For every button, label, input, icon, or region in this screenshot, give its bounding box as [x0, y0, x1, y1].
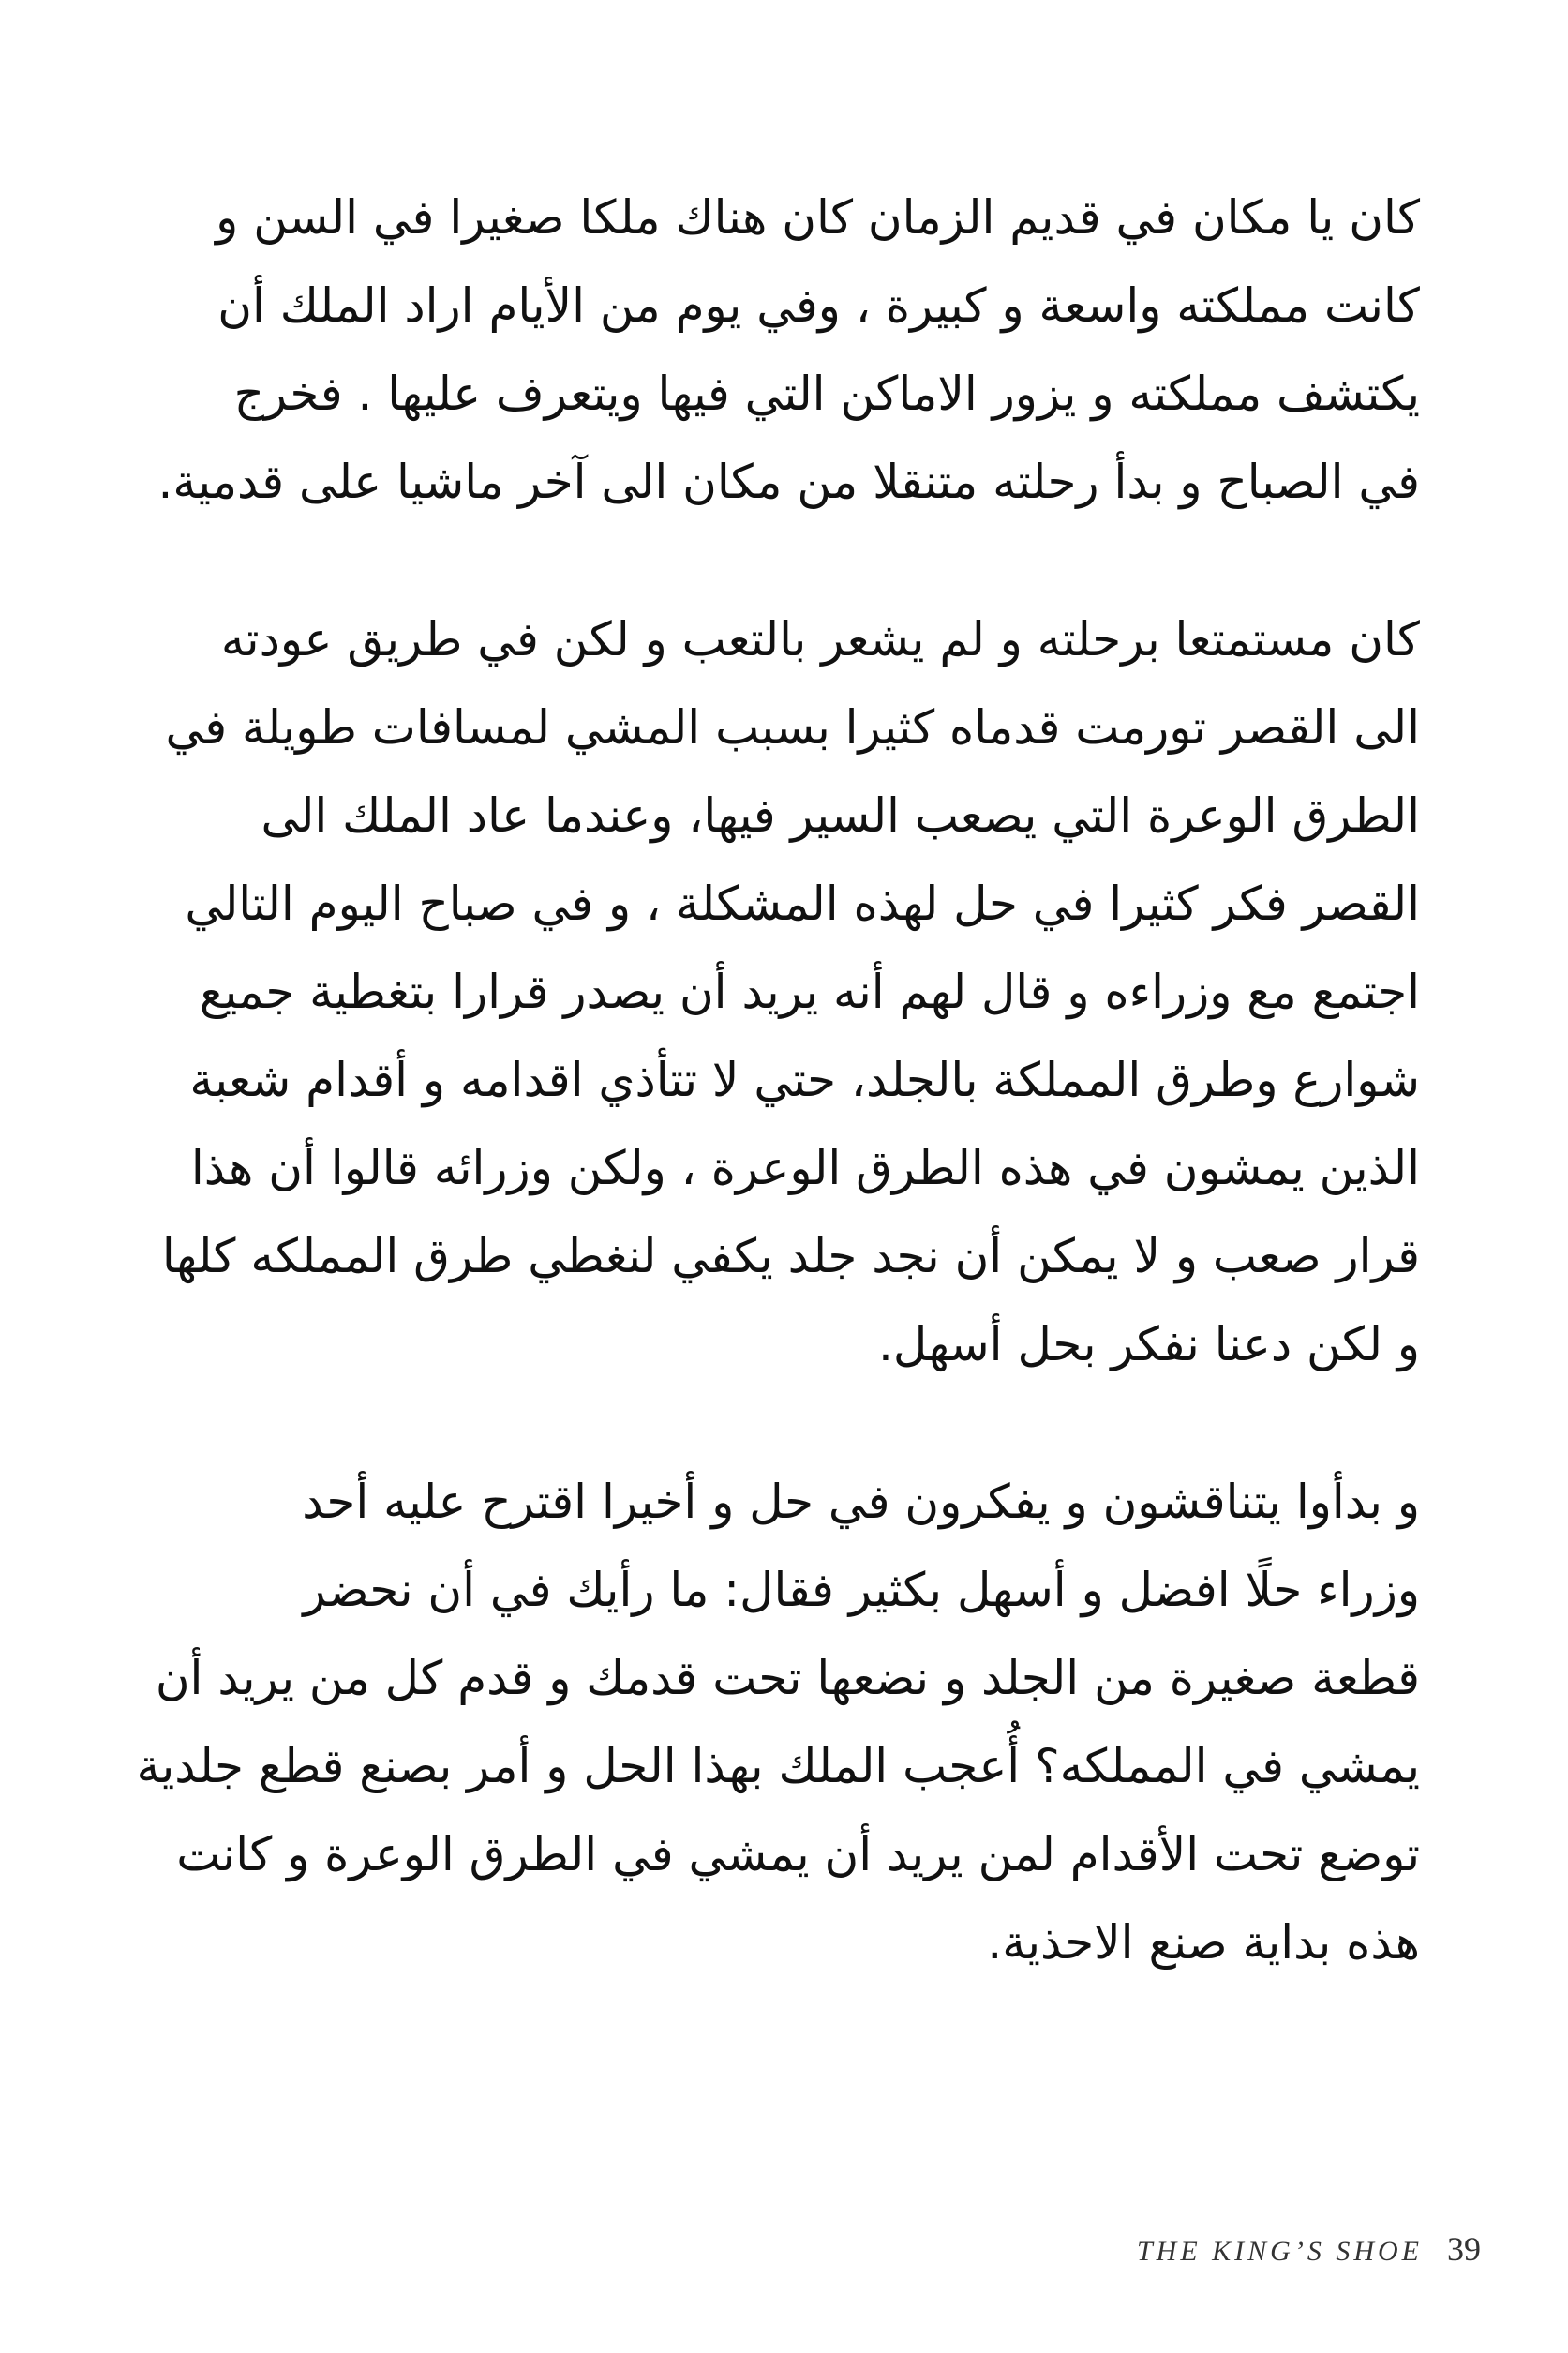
paragraph-line: و لكن دعنا نفكر بحل أسهل. — [877, 1317, 1420, 1371]
paragraph-3 — [127, 1458, 1420, 1986]
paragraph-line: اجتمع مع وزراءه و قال لهم أنه يريد أن يصدر قرارا بتغطية جميع — [199, 965, 1420, 1019]
paragraph-line: الى القصر تورمت قدماه كثيرا بسبب المشي لمسافات طويلة في — [165, 700, 1420, 755]
paragraph-line: كانت مملكته واسعة و كبيرة ، وفي يوم من الأيام اراد الملك أن — [217, 278, 1420, 333]
paragraph-line: يكتشف مملكته و يزور الاماكن التي فيها ويتعرف عليها . فخرج — [233, 367, 1420, 421]
paragraph-line: توضع تحت الأقدام لمن يريد أن يمشي في الطرق الوعرة و كانت — [176, 1827, 1420, 1881]
paragraph-line: كان مستمتعا برحلته و لم يشعر بالتعب و لكن في طريق عودته — [220, 612, 1420, 667]
paragraph-line: القصر فكر كثيرا في حل لهذه المشكلة ، و في صباح اليوم التالي — [185, 877, 1420, 931]
paragraph-line: و بدأوا يتناقشون و يفكرون في حل و أخيرا اقترح عليه أحد — [302, 1475, 1420, 1529]
paragraph-line: الذين يمشون في هذه الطرق الوعرة ، ولكن وزرائه قالوا أن هذا — [190, 1141, 1420, 1195]
paragraph-line: كان يا مكان في قديم الزمان كان هناك ملكا صغيرا في السن و — [216, 190, 1420, 245]
paragraph-line: قطعة صغيرة من الجلد و نضعها تحت قدمك و قدم كل من يريد أن — [155, 1651, 1420, 1705]
paragraph-line: في الصباح و بدأ رحلته متنقلا من مكان الى آخر ماشيا على قدمية. — [157, 455, 1420, 509]
paragraph-line: هذه بداية صنع الاحذية. — [987, 1915, 1420, 1970]
paragraph-1 — [127, 173, 1420, 526]
page-number: 39 — [1447, 2230, 1481, 2268]
paragraph-2 — [127, 595, 1420, 1388]
paragraph-line: شوارع وطرق المملكة بالجلد، حتي لا تتأذي اقدامه و أقدام شعبة — [189, 1053, 1420, 1107]
paragraph-line: يمشي في المملكه؟ أُعجب الملك بهذا الحل و أمر بصنع قطع جلدية — [136, 1739, 1420, 1793]
paragraph-line: قرار صعب و لا يمكن أن نجد جلد يكفي لنغطي طرق المملكه كلها — [161, 1229, 1420, 1283]
paragraph-line: وزراء حلًا افضل و أسهل بكثير فقال: ما رأيك في أن نحضر — [303, 1563, 1420, 1617]
paragraph-line: الطرق الوعرة التي يصعب السير فيها، وعندما عاد الملك الى — [261, 788, 1420, 843]
page-footer — [1137, 2229, 1481, 2269]
running-title: THE KING’S SHOE — [1137, 2236, 1423, 2267]
